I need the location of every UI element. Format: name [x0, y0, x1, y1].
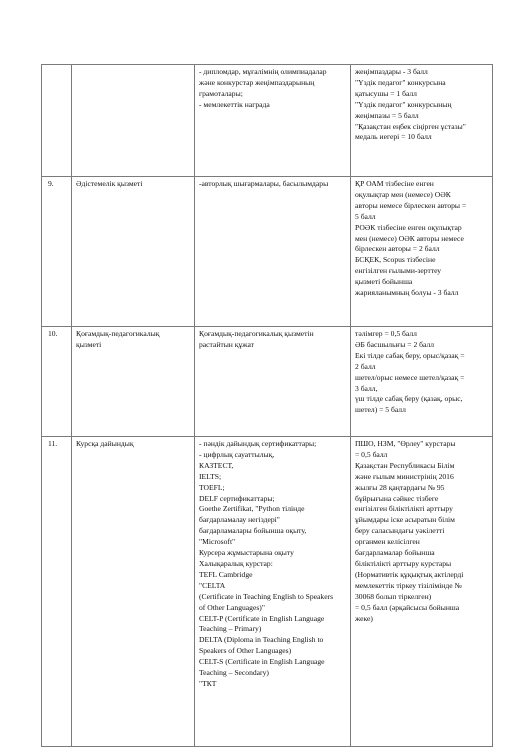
cell-line: енгізілген біліктілікті арттыру — [355, 504, 453, 514]
score-cell — [351, 437, 493, 747]
cell-line: шетел) = 5 балл — [355, 405, 406, 415]
score-cell — [351, 327, 493, 437]
cell-line: "Үздік педагог" конкурсының — [355, 99, 452, 109]
cell-line: Курсера жұмыстарына оқыту — [199, 548, 294, 558]
cell-line: = 0,5 балл — [355, 449, 388, 459]
cell-line: қатысушы = 1 балл — [355, 88, 417, 98]
cell-line: грамоталары; — [199, 88, 243, 98]
cell-line: оқулықтар мен (немесе) ОӘК — [355, 189, 451, 199]
document-cell — [195, 65, 351, 177]
cell-line: мемлекеттік тіркеу тізілімінде № — [355, 580, 462, 590]
cell-line: үш тілде сабақ беру (қазақ, орыс, — [355, 394, 463, 404]
row-number-cell: 11. — [42, 437, 72, 747]
cell-line: Қоғамдық-педагогикалық қызметін — [199, 329, 314, 338]
cell-line: шетел/орыс немесе шетел/қазақ = — [355, 372, 465, 382]
cell-line: РОӘК тізбесіне енген оқулықтар — [355, 222, 462, 232]
cell-line: DELTA (Diploma in Teaching English to — [199, 635, 324, 645]
cell-line: беру саласындағы уәкілетті — [355, 526, 445, 536]
cell-line: - дипломдар, мұғалімнің олимпиадалар — [199, 67, 327, 76]
cell-line: Халықаралық курстар: — [199, 558, 273, 568]
row-number-cell: 9. — [42, 177, 72, 327]
cell-line: 2 балл — [355, 361, 376, 371]
cell-line: енгізілген ғылыми-зерттеу — [355, 266, 442, 276]
cell-line: жеңімпазы = 5 балл — [355, 110, 419, 120]
score-cell — [351, 177, 493, 327]
cell-line: бағдарламалар бойынша — [355, 548, 435, 558]
cell-line: БСҚЕК, Scopus тізбесіне — [355, 255, 436, 265]
score-cell — [351, 65, 493, 177]
cell-line: (Нормативтік құқықтық актілерді — [355, 569, 464, 579]
cell-line: "CELTA — [199, 580, 226, 590]
cell-line: бірлескен авторы = 2 балл — [355, 244, 440, 254]
document-cell — [195, 177, 351, 327]
cell-line: Teaching – Secondary) — [199, 668, 269, 678]
cell-line: ҚР ОАМ тізбесіне енген — [355, 179, 434, 188]
cell-line: Speakers of Other Languages) — [199, 646, 292, 656]
cell-line: органмен келісілген — [355, 537, 420, 547]
cell-line: жарияланымның болуы - 3 балл — [355, 288, 459, 298]
cell-line: 30068 болып тіркелген) — [355, 591, 432, 601]
cell-line: -авторлық шығармалары, басылымдары — [199, 179, 329, 188]
cell-line: қызметі — [76, 339, 102, 349]
cell-line: бағдарламалары бойынша оқыту, — [199, 526, 307, 536]
cell-line: мен (немесе) ОӘК авторы немесе — [355, 233, 464, 243]
cell-line: CELT-S (Certificate in English Language — [199, 657, 325, 667]
cell-line: ӘБ басшылығы = 2 балл — [355, 339, 435, 349]
cell-line: ұйымдары іске асыратын білім — [355, 515, 455, 525]
cell-line: IELTS; — [199, 471, 222, 481]
cell-line: - пәндік дайындық сертификаттары; — [199, 439, 317, 448]
cell-line: КАЗТЕСТ, — [199, 460, 234, 470]
row-number-cell — [42, 65, 72, 177]
cell-line: "Қазақстан еңбек сіңірген ұстазы" — [355, 121, 466, 131]
cell-line: қызметі бойынша — [355, 277, 413, 287]
criterion-name-cell — [72, 65, 195, 177]
cell-line: бағдарламалау негіздері" — [199, 515, 280, 525]
cell-line: тәлімгер = 0,5 балл — [355, 329, 417, 338]
row-number-cell: 10. — [42, 327, 72, 437]
cell-line: жеке) — [355, 613, 373, 623]
cell-line: CELT-P (Certificate in English Language — [199, 613, 325, 623]
cell-line: 3 балл, — [355, 383, 378, 393]
table-row — [42, 437, 493, 747]
cell-line: медаль иегері = 10 балл — [355, 132, 432, 142]
table-row — [42, 177, 493, 327]
cell-line: "ТКТ — [199, 678, 217, 688]
cell-line: of Other Languages)" — [199, 602, 265, 612]
cell-line: және конкурстар жеңімпаздарының — [199, 77, 315, 87]
criterion-name-cell — [72, 327, 195, 437]
cell-line: Екі тілде сабақ беру, орыс/қазақ = — [355, 350, 465, 360]
cell-line: ПШО, НЗМ, "Өрлеу" курстары — [355, 439, 456, 448]
cell-line: - цифрлық сауаттылық, — [199, 449, 275, 459]
cell-line: DELF сертификаттары; — [199, 493, 275, 503]
table-row — [42, 327, 493, 437]
cell-line: Goethe Zertifikat, "Python тілінде — [199, 504, 305, 514]
cell-line: 5 балл — [355, 211, 376, 221]
cell-line: растайтын құжат — [199, 339, 254, 349]
cell-line: (Certificate in Teaching English to Speakers — [199, 591, 334, 601]
cell-line: Қоғамдық-педагогикалық — [76, 329, 160, 338]
criterion-name-cell: Әдістемелік қызметі — [72, 177, 195, 327]
document-cell — [195, 327, 351, 437]
document-cell — [195, 437, 351, 747]
cell-line: жеңімпаздары - 3 балл — [355, 67, 428, 76]
cell-line: TOEFL; — [199, 482, 225, 492]
criteria-table — [41, 64, 493, 747]
cell-line: авторы немесе бірлескен авторы = — [355, 200, 467, 210]
table-row — [42, 65, 493, 177]
cell-line: = 0,5 балл (әрқайсысы бойынша — [355, 602, 460, 612]
cell-line: TEFL Cambridge — [199, 569, 253, 579]
cell-line: "Microsoft" — [199, 537, 236, 547]
criterion-name-cell: Курсқа дайындық — [72, 437, 195, 747]
cell-line: және ғылым министрінің 2016 — [355, 471, 454, 481]
cell-line: - мемлекеттік награда — [199, 99, 270, 109]
cell-line: біліктілікті арттыру курстары — [355, 558, 452, 568]
cell-line: Teaching – Primary) — [199, 624, 262, 634]
cell-line: жылғы 28 қаңтардағы № 95 — [355, 482, 445, 492]
cell-line: Қазақстан Республикасы Білім — [355, 460, 455, 470]
cell-line: бұйрығына сәйкес тізбеге — [355, 493, 439, 503]
cell-line: "Үздік педагог" конкурсына — [355, 77, 446, 87]
